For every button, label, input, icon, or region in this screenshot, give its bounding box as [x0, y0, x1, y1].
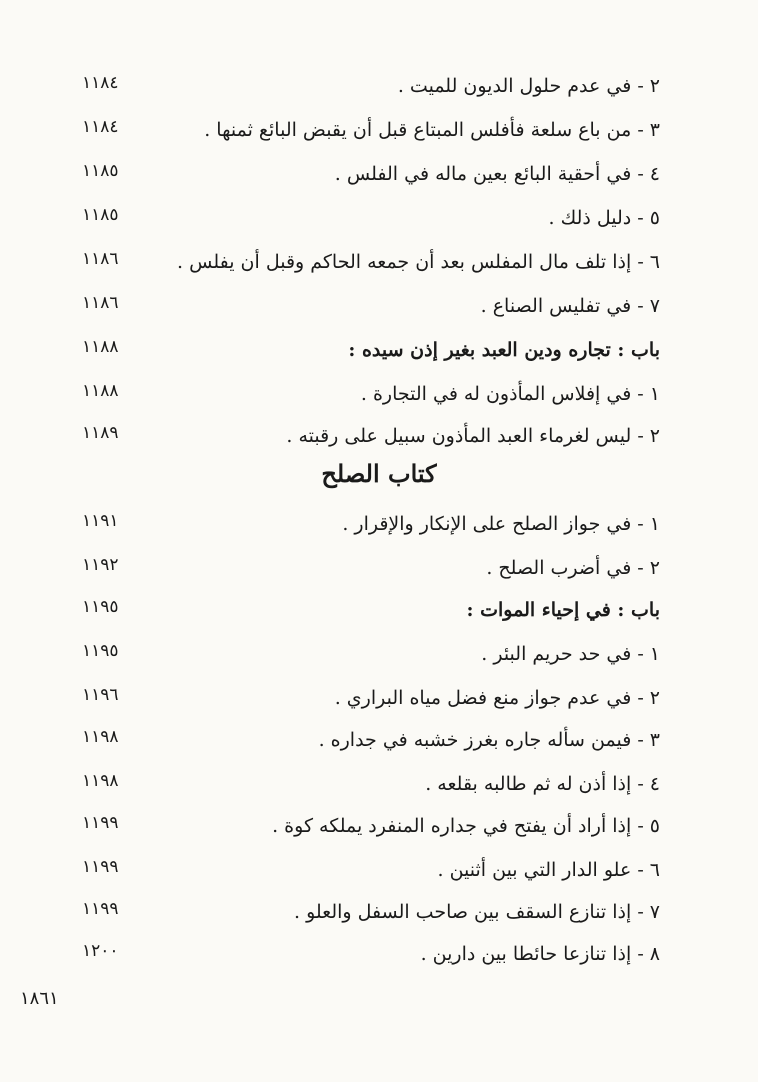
- toc-entry: ١ - في حد حريم البئر .: [481, 643, 660, 665]
- toc-entry: ٢ - ليس لغرماء العبد المأذون سبيل على رقبته .: [286, 425, 660, 447]
- toc-page-number: ١١٨٨: [82, 337, 119, 357]
- page-folio-number: ١٨٦١: [20, 988, 59, 1009]
- toc-row: [60, 68, 660, 104]
- toc-row: [60, 852, 660, 888]
- toc-page-number: ١١٨٤: [82, 117, 119, 137]
- toc-entry: ٧ - في تفليس الصناع .: [480, 295, 660, 317]
- toc-page-number: ١١٨٩: [82, 423, 119, 443]
- toc-page-number: ١٢٠٠: [82, 941, 119, 961]
- section-title: باب : في إحياء الموات :: [466, 599, 660, 621]
- toc-entry: ٢ - في عدم حلول الديون للميت .: [397, 75, 660, 97]
- toc-page-number: ١١٩٩: [82, 813, 119, 833]
- toc-page-number: ١١٩٨: [82, 771, 119, 791]
- section-row: [60, 592, 660, 628]
- toc-entry: ٦ - إذا تلف مال المفلس بعد أن جمعه الحاكم وقبل أن يفلس .: [177, 251, 660, 273]
- toc-row: [60, 112, 660, 148]
- toc-page-number: ١١٩٩: [82, 899, 119, 919]
- toc-row: [60, 200, 660, 236]
- toc-row: [60, 244, 660, 280]
- toc-page-number: ١١٩٦: [82, 685, 119, 705]
- toc-page-number: ١١٨٥: [82, 161, 119, 181]
- book-heading: كتاب الصلح: [321, 459, 437, 488]
- toc-row: [60, 376, 660, 412]
- toc-page-number: ١١٩٢: [82, 555, 119, 575]
- toc-entry: ٢ - في عدم جواز منع فضل مياه البراري .: [334, 687, 660, 709]
- toc-row: [60, 636, 660, 672]
- section-row: [60, 332, 660, 368]
- toc-entry: ٤ - في أحقية البائع بعين ماله في الفلس .: [334, 163, 660, 185]
- toc-entry: ١ - في جواز الصلح على الإنكار والإقرار .: [342, 513, 660, 535]
- toc-entry: ٨ - إذا تنازعا حائطا بين دارين .: [420, 943, 660, 965]
- toc-page-number: ١١٨٦: [82, 293, 119, 313]
- toc-entry: ٥ - إذا أراد أن يفتح في جداره المنفرد يملكه كوة .: [272, 815, 660, 837]
- toc-row: [60, 722, 660, 758]
- toc-page-number: ١١٩١: [82, 511, 119, 531]
- toc-page-number: ١١٩٨: [82, 727, 119, 747]
- toc-row: [60, 808, 660, 844]
- toc-entry: ١ - في إفلاس المأذون له في التجارة .: [360, 383, 660, 405]
- toc-row: [60, 288, 660, 324]
- toc-page-number: ١١٨٥: [82, 205, 119, 225]
- toc-entry: ٣ - فيمن سأله جاره بغرز خشبه في جداره .: [318, 729, 660, 751]
- toc-row: [60, 550, 660, 586]
- toc-page-number: ١١٨٦: [82, 249, 119, 269]
- toc-entry: ٣ - من باع سلعة فأفلس المبتاع قبل أن يقبض البائع ثمنها .: [204, 119, 660, 141]
- toc-entry: ٢ - في أضرب الصلح .: [486, 557, 660, 579]
- toc-row: [60, 680, 660, 716]
- toc-page-number: ١١٨٨: [82, 381, 119, 401]
- toc-page-number: ١١٩٩: [82, 857, 119, 877]
- section-title: باب : تجاره ودين العبد بغير إذن سيده :: [348, 339, 660, 361]
- toc-entry: ٤ - إذا أذن له ثم طالبه بقلعه .: [425, 773, 660, 795]
- toc-row: [60, 766, 660, 802]
- toc-row: [60, 506, 660, 542]
- toc-row: [60, 894, 660, 930]
- toc-entry: ٦ - علو الدار التي بين أثنين .: [437, 859, 660, 881]
- toc-row: [60, 418, 660, 454]
- toc-entry: ٥ - دليل ذلك .: [548, 207, 660, 229]
- toc-entry: ٧ - إذا تنازع السقف بين صاحب السفل والعلو .: [293, 901, 660, 923]
- toc-row: [60, 936, 660, 972]
- toc-page-number: ١١٨٤: [82, 73, 119, 93]
- toc-row: [60, 156, 660, 192]
- toc-page-number: ١١٩٥: [82, 641, 119, 661]
- toc-page-number: ١١٩٥: [82, 597, 119, 617]
